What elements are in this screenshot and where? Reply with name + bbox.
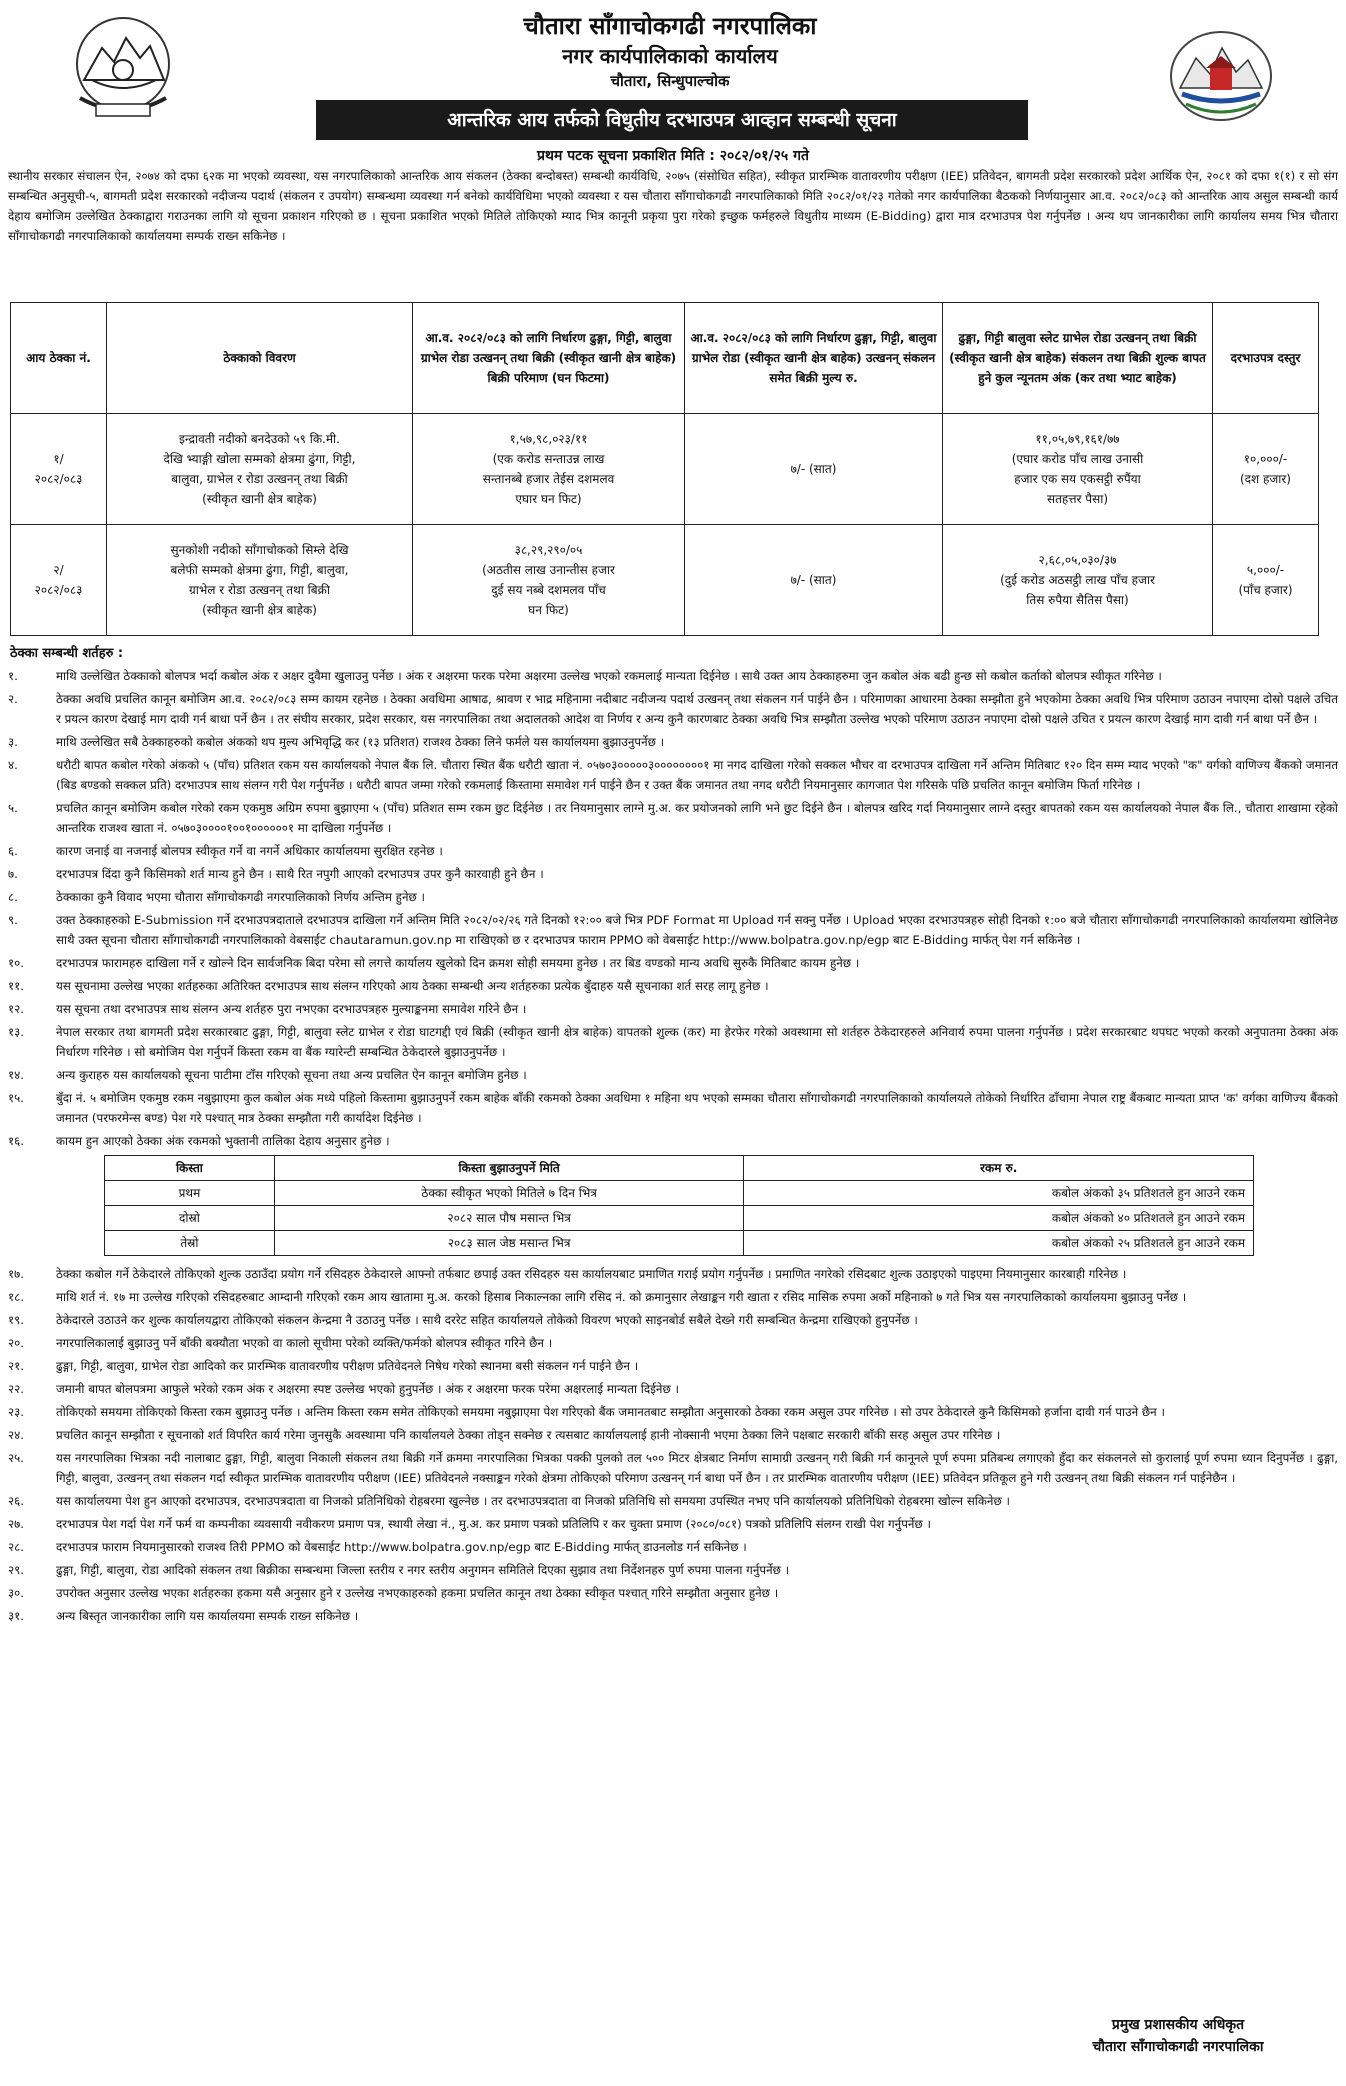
term-item (8, 1560, 1338, 1580)
term-text: नगरपालिकालाई बुझाउनु पर्ने बाँकी बक्यौता भएको वा कालो सूचीमा परेको व्यक्ति/फर्मको बोलपत्र स्वीकृत गरिने छैन । (56, 1336, 553, 1350)
term-item (8, 1088, 1338, 1128)
col-header-minimum-total: ढुङ्गा, गिट्टी बालुवा स्लेट ग्राभेल रोडा उत्खनन् तथा बिक्री (स्वीकृत खानी क्षेत्र बाहेक) संकलन तथा बिक्री शुल्क बापत हुने कुल न्यूनतम अंक (कर तथा भ्याट बाहेक) (943, 303, 1213, 414)
contract-year: २०८२/०८३ (34, 472, 83, 486)
desc-line: ग्राभेल र रोडा उत्खनन् तथा बिक्री (189, 583, 330, 597)
term-item (8, 1448, 1338, 1488)
desc-line: इन्द्रावती नदीको बनदेउको ५९ कि.मी. (179, 432, 340, 446)
term-number: २. (8, 692, 18, 706)
term-item (8, 1356, 1338, 1376)
term-number: १९. (8, 1313, 25, 1327)
term-number: ११. (8, 979, 25, 993)
term-number: १. (8, 669, 18, 683)
term-number: १८. (8, 1290, 25, 1304)
term-number: ३१. (8, 1609, 25, 1623)
signatory-title: प्रमुख प्रशासकीय अधिकृत (1111, 2017, 1245, 2033)
term-number: ३. (8, 735, 18, 749)
total-line: (दुई करोड अठसट्ठी लाख पाँच हजार (1000, 573, 1155, 587)
term-number: १६. (8, 1134, 25, 1148)
term-item (8, 755, 1338, 795)
term-text: बुँदा नं. ५ बमोजिम एकमुष्ठ रकम नबुझाएमा कुल कबोल अंक मध्ये पहिलो किस्तामा बुझाउनुपर्ने रकम बाहेक बाँकी रकमको ठेक्का अवधिमा १ महिना थप भएको सम्मका चौतारा साँगाचोकगढी नगरपालिकाको कार्यालयले तोकेको निर्धारित ढाँचामा नेपाल राष्ट्र बैंकबाट मान्यता प्राप्त 'क' वर्गका वाणिज्य बैंकको जमानत (परफरमेन्स बण्ड) पेश गरे पश्चात् मात्र ठेक्का सम्झौता गरी कार्यादेश दिईनेछ । (56, 1091, 1338, 1125)
term-item (8, 1537, 1338, 1557)
office-address: चौतारा, सिन्धुपाल्चोक (610, 72, 730, 90)
qty-line: १,५७,९८,०२३/११ (509, 432, 588, 446)
installment-due: २०८२ साल पौष मसान्त भित्र (274, 1206, 744, 1231)
qty-line: ३८,२९,२९०/०५ (514, 543, 583, 557)
term-text: दरभाउपत्र फारामहरु दाखिला गर्ने र खोल्ने दिन सार्वजनिक बिदा परेमा सो लगत्ते कार्यालय खुलेको दिन क्रमश सोही समयमा हुनेछ । तर बिड वण्डको मान्य अवधि सुरुकै मितिबाट कायम हुनेछ । (56, 956, 860, 970)
term-item (8, 689, 1338, 729)
term-text: उपरोक्त अनुसार उल्लेख भएका शर्तहरुका हकमा यसै अनुसार हुने र उल्लेख नभएकाहरुको हकमा प्रचलित कानून तथा ठेक्का स्वीकृत पश्चात् गरिने सम्झौता अनुसार हुनेछ । (56, 1586, 779, 1600)
term-text: यस सूचनामा उल्लेख भएका शर्तहरुका अतिरिक्त दरभाउपत्र साथ संलग्न गरिएको आय ठेक्का सम्बन्धी अन्य शर्तहरुका प्रत्येक बुँदाहरु यसै सूचनाका शर्त सरह लागू हुनेछ । (56, 979, 769, 993)
term-text: ठेक्का कबोल गर्ने ठेकेदारले तोकिएको शुल्क उठाउँदा प्रयोग गर्ने रसिदहरु ठेकेदारले आफ्नो तर्फबाट छपाई उक्त रसिदहरु यस कार्यालयबाट प्रमाणित गराई प्रयोग गर्नुपर्नेछ । प्रमाणित नगरेको रसिदबाट शुल्क उठाइएको पाइएमा नियमानुसार कारबाही गरिनेछ । (56, 1267, 1127, 1281)
term-text: यस नगरपालिका भित्रका नदी नालाबाट ढुङ्गा, गिट्टी, बालुवा निकाली संकलन तथा बिक्री गर्ने क्रममा नगरपालिका भित्रका पक्की पुलको तल ५०० मिटर क्षेत्रबाट निर्माण सामाग्री उत्खनन् गरी बिक्री गर्न कानूनले पूर्ण रुपमा प्रतिबन्ध लगाएको हुँदा कर संकलनले सो कुरालाई पूर्ण रुपमा ध्यान दिनुपर्नेछ । ढुङ्गा, गिट्टी, बालुवा, उत्खनन् तथा संकलन गर्दा स्वीकृत प्रारम्भिक वातावरणीय परीक्षण (IEE) प्रतिवेदनले नक्साङ्कन गरेको क्षेत्रमा तोकिएको परिमाण उत्खनन् गर्न बाधा पर्ने छैन । तर प्रारम्भिक वातारणीय परीक्षण (IEE) प्रतिवेदन प्रतिकूल हुने गरी उत्खनन् तथा बिक्री संकलन गर्न पाईनेछैन । (56, 1451, 1338, 1485)
term-text: दरभाउपत्र दिंदा कुनै किसिमको शर्त मान्य हुने छैन । साथै रित नपुगी आएको दरभाउपत्र उपर कुनै कारवाही हुने छैन । (56, 867, 544, 881)
term-number: २४. (8, 1428, 25, 1442)
term-text: माथि उल्लेखित ठेक्काको बोलपत्र भर्दा कबोल अंक र अक्षर दुवैमा खुलाउनु पर्नेछ । अंक र अक्षरमा फरक परेमा अक्षरमा उल्लेख भएको रकमलाई मान्यता दिईनेछ । साथै उक्त आय ठेक्काहरुमा जुन कबोल अंक बढी हुन्छ सो कबोल कर्ताको बोलपत्र स्वीकृत गरिनेछ । (56, 669, 1162, 683)
term-item (8, 1514, 1338, 1534)
term-item (8, 953, 1338, 973)
installment-table-header (105, 1156, 1254, 1181)
term-text: प्रचलित कानून बमोजिम कबोल गरेको रकम एकमुष्ठ अग्रिम रुपमा बुझाएमा ५ (पाँच) प्रतिशत सम्म रकम छुट दिईनेछ । तर नियमानुसार लाग्ने मु.अ. कर प्रयोजनको लागि भने छुट दिईने छैन । बोलपत्र खरिद गर्दा नियमानुसार लाग्ने दस्तुर बापतको रकम यस कार्यालयको नेपाल बैंक लि., चौतारा शाखामा रहेको आन्तरिक राजश्व खाता नं. ०५७०३००००१००१००००००१ मा दाखिला गर्नुपर्नेछ । (56, 801, 1338, 835)
contract-table (10, 302, 1319, 636)
fee-line: १०,०००/- (1243, 452, 1288, 466)
term-item (8, 1131, 1338, 1256)
total-line: ११,०५,७९,१६१/७७ (1035, 432, 1120, 446)
term-text: जमानी बापत बोलपत्रमा आफुले भरेको रकम अंक र अक्षरमा स्पष्ट उल्लेख भएको हुनुपर्नेछ । अंक र अक्षरमा फरक परेमा अक्षरलाई मान्यता दिईनेछ । (56, 1382, 679, 1396)
term-item (8, 1287, 1338, 1307)
terms-list (8, 666, 1338, 1629)
term-item (8, 1606, 1338, 1626)
desc-line: बालुवा, ग्राभेल र रोडा उत्खनन् तथा बिक्री (171, 472, 348, 486)
term-number: ३०. (8, 1586, 25, 1600)
term-number: ६. (8, 844, 18, 858)
contract-description (107, 414, 413, 525)
installment-due: २०८३ साल जेष्ठ मसान्त भित्र (274, 1231, 744, 1256)
table-row (11, 414, 1319, 525)
term-number: २६. (8, 1494, 25, 1508)
contract-minimum-total (943, 414, 1213, 525)
col-header-amount: रकम रु. (744, 1156, 1254, 1181)
col-header-rate: आ.व. २०८२/०८३ को लागि निर्धारण ढुङ्गा, गिट्टी, बालुवा ग्राभेल रोडा (स्वीकृत खानी क्षेत्र बाहेक) उत्खनन् संकलन समेत बिक्री मुल्य रु. (685, 303, 943, 414)
contract-quantity (413, 525, 685, 636)
term-number: २७. (8, 1517, 25, 1531)
contract-quantity (413, 414, 685, 525)
term-item (8, 976, 1338, 996)
qty-line: एघार घन फिट) (515, 492, 582, 506)
term-text: दरभाउपत्र फाराम नियमानुसारको राजश्व तिरी PPMO को वेबसाईट http://www.bolpatra.gov.np/egp बाट E-Bidding मार्फत् डाउनलोड गर्न सकिनेछ । (56, 1540, 747, 1554)
total-line: हजार एक सय एकसट्ठी रुपैंया (1014, 472, 1141, 486)
term-number: २९. (8, 1563, 25, 1577)
fee-line: (पाँच हजार) (1238, 583, 1293, 597)
municipality-logo (1166, 28, 1276, 124)
col-header-contract-no: आय ठेक्का नं. (11, 303, 107, 414)
installment-table (104, 1155, 1254, 1256)
contract-no: २/ (53, 563, 64, 577)
installment-amount: कबोल अंकको ४० प्रतिशतले हुन आउने रकम (744, 1206, 1254, 1231)
term-text: यस कार्यालयमा पेश हुन आएको दरभाउपत्र, दरभाउपत्रदाता वा निजको प्रतिनिधिको रोहबरमा खुल्नेछ । तर दरभाउपत्रदाता वा निजको प्रतिनिधि सो समयमा उपस्थित नभए पनि कार्यालयको प्रतिनिधिको रोहबरमा खोल्न सकिनेछ । (56, 1494, 1010, 1508)
term-text: ठेक्का अवधि प्रचलित कानून बमोजिम आ.व. २०८२/०८३ सम्म कायम रहनेछ । ठेक्का अवधिमा आषाढ, श्रावण र भाद्र महिनामा नदीबाट नदीजन्य पदार्थ उत्खनन् तथा संकलन गर्न पाईने छैन । परिमाणका आधारमा ठेक्का सम्झौता हुने भएकोमा ठेक्का अवधि भित्र परिमाण उठाउन नपाएमा दोस्रो पक्षले उचित र प्रयत्न कारण देखाई माग दावी गर्न बाधा पर्ने छैन । तर संघीय सरकार, प्रदेश सरकार, यस नगरपालिका तथा अदालतको आदेश वा निर्णय र अन्य कुनै कारणबाट ठेक्का अवधि भित्र सम्झौता उल्लेख भएको परिमाण उठाउन नपाएमा दोस्रो पक्षले उचित र प्रयत्न कारण देखाई माग दावी गर्न बाधा पर्ने छैन । (56, 692, 1338, 726)
qty-line: घन फिट) (528, 603, 569, 617)
fee-line: (दश हजार) (1239, 472, 1291, 486)
term-number: १४. (8, 1068, 25, 1082)
term-item (8, 1310, 1338, 1330)
term-text: कारण जनाई वा नजनाई बोलपत्र स्वीकृत गर्ने वा नगर्ने अधिकार कार्यालयमा सुरक्षित रहनेछ । (56, 844, 443, 858)
signatory-office: चौतारा साँगाचोकगढी नगरपालिका (1092, 2039, 1264, 2055)
qty-line: दुई सय नब्बे दशमलव पाँच (491, 583, 606, 597)
table-row (105, 1206, 1254, 1231)
term-text: ढुङ्गा, गिट्टी, बालुवा, रोडा आदिको संकलन तथा बिक्रीका सम्बन्धमा जिल्ला स्तरीय र नगर स्तरीय अनुगमन समितिले दिएका सुझाव तथा निर्देशनहरु पुर्ण रुपमा पालना गर्नुपर्नेछ । (56, 1563, 790, 1577)
intro-paragraph: स्थानीय सरकार संचालन ऐन, २०७४ को दफा ६२क मा भएको व्यवस्था, यस नगरपालिकाको आन्तरिक आय संकलन (ठेक्का बन्दोबस्त) सम्बन्धी कार्यविधि, २०७५ (संसोधित सहित), स्वीकृत प्रारम्भिक वातावरणीय परीक्षण (IEE) प्रतिवेदन, बागमती प्रदेश सरकारको प्रदेश आर्थिक ऐन, २०८१ को दफा १(१) र सो संग सम्बन्धित अनुसूची-५, बागमती प्रदेश सरकारको नदीजन्य पदार्थ (संकलन र उपयोग) सम्बन्धमा व्यवस्था गर्न बनेको कार्यविधिमा भएको व्यवस्था र यस चौतारा साँगाचोकगढी नगरपालिकाको मिति २०८२/०१/२३ गतेको नगर कार्यपालिका बैठकको निर्णयानुसार आ.व. २०८२/०८३ को आन्तरिक आय असुल सम्बन्धी कार्य देहाय बमोजिम उल्लेखित ठेक्काद्वारा गराउनका लागि यो सूचना प्रकाशन गरिएको छ । सूचना प्रकाशित भएको मितिले तोकिएको म्याद भित्र कानूनी प्रकृया पुरा गरेको इच्छुक फर्महरुले विधुतीय माध्यम (E-Bidding) द्वारा मात्र दरभाउपत्र पेश गर्नुपर्नेछ । अन्य थप जानकारीका लागि कार्यालय समय भित्र चौतारा साँगाचोकगढी नगरपालिकाको कार्यालयमा सम्पर्क राख्न सकिनेछ । (8, 169, 1338, 243)
term-text: अन्य कुराहरु यस कार्यालयको सूचना पाटीमा टाँस गरिएको सूचना तथा अन्य प्रचलित ऐन कानून बमोजिम हुनेछ । (56, 1068, 527, 1082)
installment-name: दोस्रो (105, 1206, 275, 1231)
office-name: चौतारा साँगाचोकगढी नगरपालिका (523, 12, 817, 40)
term-item (8, 1333, 1338, 1353)
term-item (8, 666, 1338, 686)
term-item (8, 1402, 1338, 1422)
term-number: १५. (8, 1091, 25, 1105)
col-header-installment: किस्ता (105, 1156, 275, 1181)
term-text: तोकिएको समयमा तोकिएको किस्ता रकम बुझाउनु पर्नेछ । अन्तिम किस्ता रकम समेत तोकिएको समयमा नबुझाएमा पेश गरिएको बैंक जमानतबाट सम्झौता अनुसारको ठेक्का रकम असुल उपर गरिनेछ । सो उपर ठेकेदारले कुनै किसिमको हर्जाना दावी गर्न पाउने छैन । (56, 1405, 1165, 1419)
term-number: १३. (8, 1025, 25, 1039)
contract-number (11, 525, 107, 636)
contract-no: १/ (53, 452, 64, 466)
installment-name: प्रथम (105, 1181, 275, 1206)
term-item (8, 887, 1338, 907)
signature-block (1038, 2014, 1318, 2058)
installment-amount: कबोल अंकको ३५ प्रतिशतले हुन आउने रकम (744, 1181, 1254, 1206)
term-text: दरभाउपत्र पेश गर्दा पेश गर्ने फर्म वा कम्पनीका व्यवसायी नवीकरण प्रमाण पत्र, स्थायी लेखा नं., मु.अ. कर प्रमाण पत्रको प्रतिलिपि र कर चुक्ता प्रमाण (२०८०/०८१) पत्रको प्रतिलिपि संलग्न राखी पेश गर्नुपर्नेछ । (56, 1517, 931, 1531)
installment-due: ठेक्का स्वीकृत भएको मितिले ७ दिन भित्र (274, 1181, 744, 1206)
total-line: तिस रुपैया सैतिस पैसा) (1026, 593, 1129, 607)
term-number: २२. (8, 1382, 25, 1396)
nepal-emblem-logo (62, 10, 184, 122)
term-item (8, 1583, 1338, 1603)
total-line: (एघार करोड पाँच लाख उनासी (1011, 452, 1144, 466)
table-row (105, 1231, 1254, 1256)
term-number: ८. (8, 890, 18, 904)
term-item (8, 1264, 1338, 1284)
installment-name: तेस्रो (105, 1231, 275, 1256)
term-text: धरौटी बापत कबोल गरेको अंकको ५ (पाँच) प्रतिशत रकम यस कार्यालयको नेपाल बैंक लि. चौतारा स्थित बैंक धरौटी खाता नं. ०५७०३०००००३००००००००१ मा नगद दाखिला गरेको सक्कल भौचर वा दरभाउपत्र दाखिला गर्ने अन्तिम मितिबाट १२० दिन सम्म म्याद भएको "क" वर्गको वाणिज्य बैंकको जमानत (बिड बण्डको सक्कल प्रति) दरभाउपत्र साथ संलग्न गरी पेश गर्नुपर्नेछ । धरौटी बापत जम्मा गरेको रकमलाई किस्तामा समावेश गर्न पाईने छैन र उक्त बैंक जमानत तथा नगद धरौटी नियमानुसार कागजात पेश गरिसके पछि प्रचलित कानून बमोजिम फिर्ता गरिनेछ । (56, 758, 1338, 792)
term-number: ४. (8, 758, 18, 772)
publication-date-line: प्रथम पटक सूचना प्रकाशित मिति : २०८२/०१/२५ गते (537, 148, 809, 164)
fee-line: ५,०००/- (1246, 563, 1285, 577)
col-header-due-date: किस्ता बुझाउनुपर्ने मिति (274, 1156, 744, 1181)
desc-line: बलेफी सम्मको क्षेत्रमा ढुंगा, गिट्टी, बालुवा, (170, 563, 349, 577)
desc-line: (स्वीकृत खानी क्षेत्र बाहेक) (202, 603, 317, 617)
col-header-bid-fee: दरभाउपत्र दस्तुर (1213, 303, 1319, 414)
term-item (8, 864, 1338, 884)
term-text: कायम हुन आएको ठेक्का अंक रकमको भुक्तानी तालिका देहाय अनुसार हुनेछ । (56, 1134, 390, 1148)
term-text: यस सूचना तथा दरभाउपत्र साथ संलग्न अन्य शर्तहरु पुरा नभएका दरभाउपत्रहरु मुल्याङ्कनमा समावेश गरिने छैन । (56, 1002, 527, 1016)
term-item (8, 1491, 1338, 1511)
term-item (8, 1425, 1338, 1445)
term-text: माथि शर्त नं. १७ मा उल्लेख गरिएको रसिदहरुबाट आम्दानी गरिएको रकम आय खातामा मु.अ. करको हिसाब निकाल्नका लागि रसिद नं. को क्रमानुसार लेखाङ्कन गरी खाता र रसिद मासिक रुपमा अर्को महिनाको ७ गते भित्र यस नगरपालिकाको कार्यालयमा बुझाउनु पर्नेछ । (56, 1290, 1187, 1304)
contract-rate: ७/- (सात) (685, 414, 943, 525)
total-line: सतहत्तर पैसा) (1046, 492, 1109, 506)
desc-line: देखि भ्याङ्गी खोला सम्मको क्षेत्रमा ढुंगा, गिट्टी, (163, 452, 356, 466)
term-text: नेपाल सरकार तथा बागमती प्रदेश सरकारबाट ढुङ्गा, गिट्टी, बालुवा स्लेट ग्राभेल र रोडा घाटगद्दी एवं बिक्री (स्वीकृत खानी क्षेत्र बाहेक) वापतको शुल्क (कर) मा हेरफेर गरेको अवस्थामा सो शर्तहरु ठेकेदारहरुले अनिवार्य रुपमा पालना गर्नुपर्नेछ । प्रदेश सरकारबाट थपघट भएको करको अनुपातमा ठेक्का अंक निर्धारण गरिनेछ । सो बमोजिम पेश गर्नुपर्ने किस्ता रकम वा बैंक ग्यारेन्टी सम्बन्धित ठेकेदारले बुझाउनुपर्नेछ । (56, 1025, 1338, 1059)
contract-number (11, 414, 107, 525)
qty-line: (अठतीस लाख उनान्तीस हजार (482, 563, 615, 577)
terms-heading: ठेक्का सम्बन्धी शर्तहरु : (10, 646, 124, 661)
term-item (8, 1065, 1338, 1085)
col-header-quantity: आ.व. २०८२/०८३ को लागि निर्धारण ढुङ्गा, गिट्टी, बालुवा ग्राभेल रोडा उत्खनन् तथा बिक्री (स्वीकृत खानी क्षेत्र बाहेक) बिक्री परिमाण (घन फिटमा) (413, 303, 685, 414)
contract-description (107, 525, 413, 636)
contract-table-header (11, 303, 1319, 414)
term-text: ठेकेदारले उठाउने कर शुल्क कार्यालयद्वारा तोकिएको संकलन केन्द्रमा नै उठाउनु पर्नेछ । साथै दररेट सहित कार्यालयले तोकेको विवरण भएको साइनबोर्ड सबैले देख्ने गरी सम्बन्धित केन्द्रमा राखिएको हुनुपर्नेछ । (56, 1313, 918, 1327)
contract-bid-fee (1213, 525, 1319, 636)
contract-minimum-total (943, 525, 1213, 636)
term-number: ७. (8, 867, 18, 881)
term-number: २३. (8, 1405, 25, 1419)
term-number: २१. (8, 1359, 25, 1373)
table-row (11, 525, 1319, 636)
term-text: माथि उल्लेखित सबै ठेक्काहरुको कबोल अंकको थप मुल्य अभिवृद्धि कर (१३ प्रतिशत) राजश्व ठेक्का लिने फर्मले यस कार्यालयमा बुझाउनुपर्नेछ । (56, 735, 665, 749)
term-text: उक्त ठेक्काहरुको E-Submission गर्ने दरभाउपत्रदाताले दरभाउपत्र दाखिला गर्ने अन्तिम मिति २०८२/०२/२६ गते दिनको १२:०० बजे भित्र PDF Format मा Upload गर्न सक्नु पर्नेछ । Upload भएका दरभाउपत्रहरु सोही दिनको १:०० बजे चौतारा साँगाचोकगढी नगरपालिकाको कार्यालयमा खोलिनेछ साथै उक्त सूचना चौतारा साँगाचोकगढी नगरपालिकाको वेबसाईट chautaramun.gov.np मा राखिएको छ र दरभाउपत्र फाराम PPMO को वेबसाईट http://www.bolpatra.gov.np/egp बाट E-Bidding मार्फत् पेश गर्न सकिनेछ । (56, 913, 1338, 947)
term-item (8, 1379, 1338, 1399)
term-item (8, 798, 1338, 838)
term-number: ५. (8, 801, 18, 815)
term-number: २८. (8, 1540, 25, 1554)
term-number: १०. (8, 956, 25, 970)
contract-rate: ७/- (सात) (685, 525, 943, 636)
col-header-description: ठेक्काको विवरण (107, 303, 413, 414)
desc-line: (स्वीकृत खानी क्षेत्र बाहेक) (202, 492, 317, 506)
desc-line: सुनकोशी नदीको साँगाचोकको सिम्ले देखि (170, 543, 349, 557)
term-number: १७. (8, 1267, 25, 1281)
term-text: ढुङ्गा, गिट्टी, बालुवा, ग्राभेल रोडा आदिको कर प्रारम्भिक वातावरणीय परीक्षण प्रतिवेदनले निषेध गरेको स्थानमा बसी संकलन गर्न पाईने छैन । (56, 1359, 639, 1373)
term-number: ९. (8, 913, 18, 927)
contract-year: २०८२/०८३ (34, 583, 83, 597)
term-text: प्रचलित कानून सम्झौता र सूचनाको शर्त विपरित कार्य गरेमा जुनसुकै अवस्थामा पनि कार्यालयले ठेक्का तोड्न सक्नेछ र त्यसबाट कार्यालयलाई हानी नोक्सानी भएमा ठेक्का लिने पक्षबाट सरकारी बाँकी सरह असुल उपर गरिनेछ । (56, 1428, 1001, 1442)
term-item (8, 841, 1338, 861)
contract-bid-fee (1213, 414, 1319, 525)
term-number: २०. (8, 1336, 25, 1350)
term-number: १२. (8, 1002, 25, 1016)
installment-amount: कबोल अंकको २५ प्रतिशतले हुन आउने रकम (744, 1231, 1254, 1256)
term-item (8, 732, 1338, 752)
executive-office-name: नगर कार्यपालिकाको कार्यालय (562, 44, 778, 68)
term-item (8, 1022, 1338, 1062)
notice-title: आन्तरिक आय तर्फको विधुतीय दरभाउपत्र आव्हान सम्बन्धी सूचना (316, 100, 1028, 140)
total-line: २,६८,०५,०३०/३७ (1038, 553, 1117, 567)
term-item (8, 910, 1338, 950)
qty-line: सन्तानब्बे हजार तेईस दशमलव (482, 472, 615, 486)
term-text: अन्य बिस्तृत जानकारीका लागि यस कार्यालयमा सम्पर्क राख्न सकिनेछ । (56, 1609, 359, 1623)
term-number: २५. (8, 1451, 25, 1465)
qty-line: (एक करोड सन्ताउन्न लाख (492, 452, 605, 466)
table-row (105, 1181, 1254, 1206)
term-item (8, 999, 1338, 1019)
term-text: ठेक्काका कुनै विवाद भएमा चौतारा साँगाचोकगढी नगरपालिकाको निर्णय अन्तिम हुनेछ । (56, 890, 425, 904)
